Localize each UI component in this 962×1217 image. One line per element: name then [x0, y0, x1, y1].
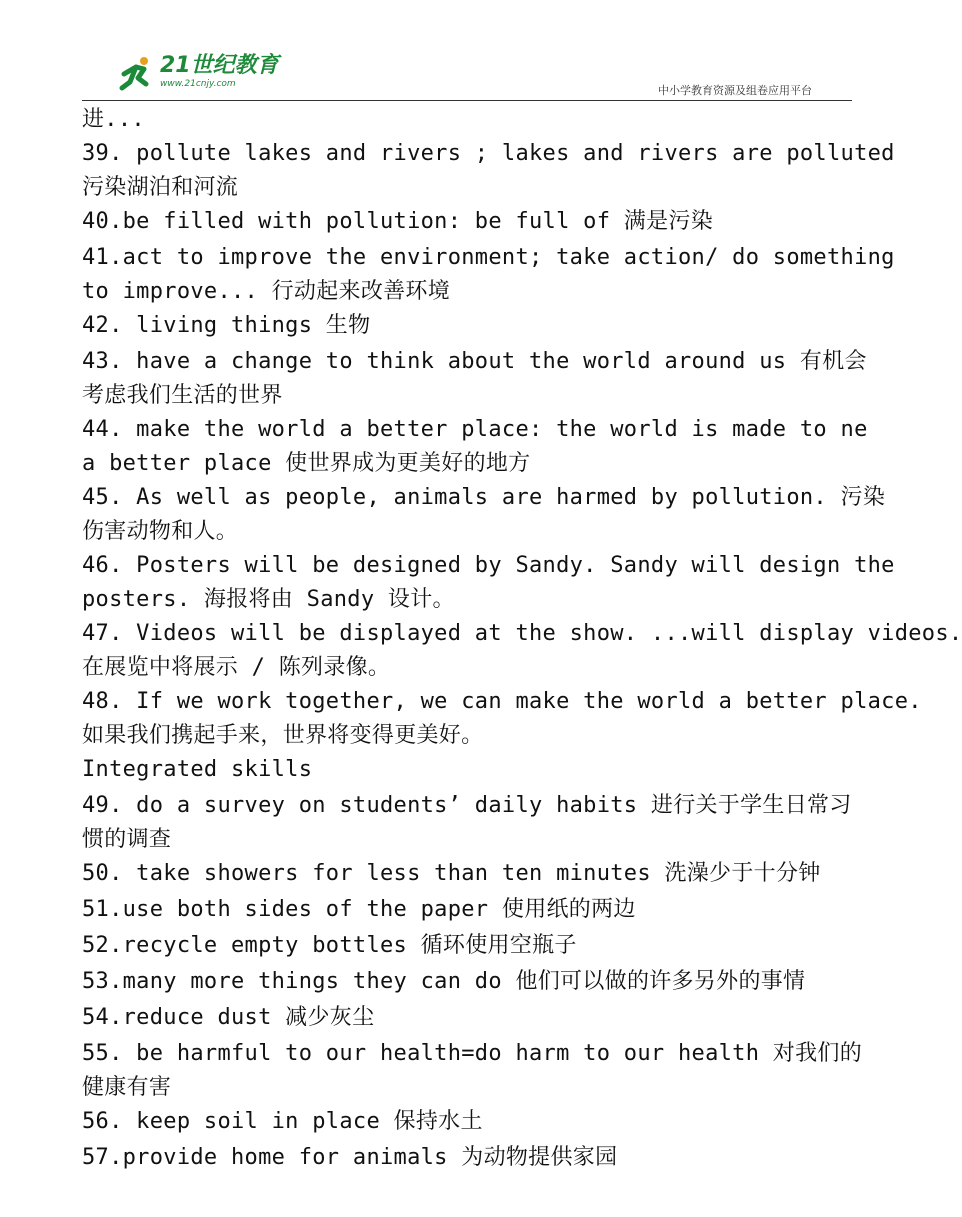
text-line: 43. have a change to think about the world around us 有机会	[82, 349, 867, 374]
text-line: 45. As well as people, animals are harmed by pollution. 污染	[82, 485, 886, 510]
text-line: 55. be harmful to our health=do harm to our health 对我们的	[82, 1041, 863, 1066]
page-header	[82, 52, 852, 101]
text-line: 伤害动物和人。	[82, 519, 239, 544]
text-line: 56. keep soil in place 保持水土	[82, 1109, 483, 1134]
text-line: 44. make the world a better place: the world is made to ne	[82, 417, 868, 442]
text-line: 52.recycle empty bottles 循环使用空瓶子	[82, 933, 577, 958]
runner-logo-icon	[118, 54, 158, 94]
text-line: 考虑我们生活的世界	[82, 383, 283, 408]
text-line: 41.act to improve the environment; take action/ do something	[82, 245, 895, 270]
logo	[118, 54, 279, 94]
logo-url: www.21cnjy.com	[160, 79, 236, 89]
text-line: 健康有害	[82, 1075, 172, 1100]
text-line: 49. do a survey on students’ daily habits 进行关于学生日常习	[82, 793, 852, 818]
platform-tagline: 中小学教育资源及组卷应用平台	[658, 84, 812, 97]
text-line: to improve... 行动起来改善环境	[82, 279, 451, 304]
text-line: 42. living things 生物	[82, 313, 371, 338]
text-line: 46. Posters will be designed by Sandy. Sandy will design the	[82, 553, 895, 578]
text-line: 51.use both sides of the paper 使用纸的两边	[82, 897, 636, 922]
text-line: a better place 使世界成为更美好的地方	[82, 451, 531, 476]
text-line: 57.provide home for animals 为动物提供家园	[82, 1145, 618, 1170]
text-line: 47. Videos will be displayed at the show. ...will display videos.	[82, 621, 962, 646]
text-line: 进...	[82, 107, 145, 132]
text-line: 50. take showers for less than ten minutes 洗澡少于十分钟	[82, 861, 821, 886]
text-line: 54.reduce dust 减少灰尘	[82, 1005, 375, 1030]
text-line: 39. pollute lakes and rivers ; lakes and rivers are polluted	[82, 141, 895, 166]
text-line: 如果我们携起手来，世界将变得更美好。	[82, 723, 484, 748]
text-line: 在展览中将展示 / 陈列录像。	[82, 655, 391, 680]
section-heading: Integrated skills	[82, 757, 313, 782]
text-line: 53.many more things they can do 他们可以做的许多另外的事情	[82, 969, 806, 994]
logo-title: 21世纪教育	[160, 53, 279, 78]
text-line: 惯的调查	[82, 827, 172, 852]
text-line: 48. If we work together, we can make the world a better place.	[82, 689, 922, 714]
text-line: 污染湖泊和河流	[82, 175, 239, 200]
text-line: 40.be filled with pollution: be full of 满是污染	[82, 209, 714, 234]
text-line: posters. 海报将由 Sandy 设计。	[82, 587, 455, 612]
document-body	[82, 104, 962, 1176]
